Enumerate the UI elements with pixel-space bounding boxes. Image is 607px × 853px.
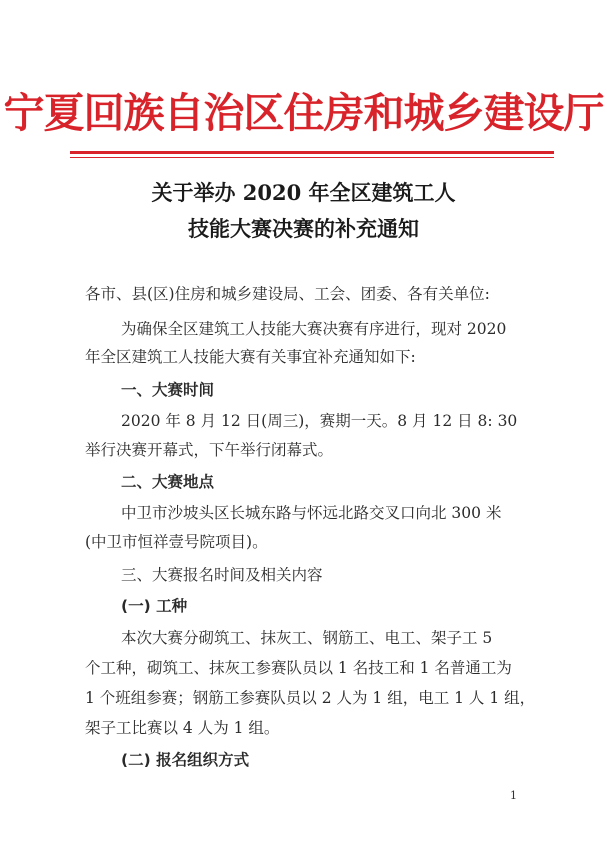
- subsection-1-line-3: 1 个班组参赛；钢筋工参赛队员以 2 人为 1 组，电工 1 人 1 组，: [85, 689, 536, 707]
- document-title-line-2: 技能大赛决赛的补充通知: [188, 216, 419, 241]
- subsection-1-line-2: 个工种，砌筑工、抹灰工参赛队员以 1 名技工和 1 名普通工为: [85, 659, 512, 677]
- section-1-line-1: 2020 年 8 月 12 日(周三)，赛期一天。8 月 12 日 8: 30: [121, 412, 518, 430]
- section-1-line-2: 举行决赛开幕式，下午举行闭幕式。: [85, 441, 334, 459]
- subsection-1-line-4: 架子工比赛以 4 人为 1 组。: [85, 719, 280, 737]
- addressee-line: 各市、县(区)住房和城乡建设局、工会、团委、各有关单位:: [85, 285, 490, 303]
- subsection-1-line-1: 本次大赛分砌筑工、抹灰工、钢筋工、电工、架子工 5: [121, 629, 493, 647]
- intro-paragraph-line-2: 年全区建筑工人技能大赛有关事宜补充通知如下:: [85, 348, 416, 366]
- subsection-1-heading: (一) 工种: [121, 597, 188, 615]
- section-2-heading: 二、大赛地点: [121, 473, 215, 491]
- header-rule-thin: [70, 157, 554, 158]
- section-1-heading: 一、大赛时间: [121, 381, 215, 399]
- intro-paragraph-line-1: 为确保全区建筑工人技能大赛决赛有序进行，现对 2020: [121, 320, 507, 338]
- header-rule-thick: [70, 151, 554, 154]
- subsection-2-heading: (二) 报名组织方式: [121, 751, 250, 769]
- document-title-line-1: 关于举办 2020 年全区建筑工人: [151, 180, 456, 205]
- section-3-heading: 三、大赛报名时间及相关内容: [121, 566, 323, 584]
- section-2-line-2: (中卫市恒祥壹号院项目)。: [85, 533, 268, 551]
- section-2-line-1: 中卫市沙坡头区长城东路与怀远北路交叉口向北 300 米: [121, 504, 502, 522]
- page-number: 1: [510, 789, 517, 802]
- issuing-authority-header: 宁夏回族自治区住房和城乡建设厅: [3, 89, 604, 137]
